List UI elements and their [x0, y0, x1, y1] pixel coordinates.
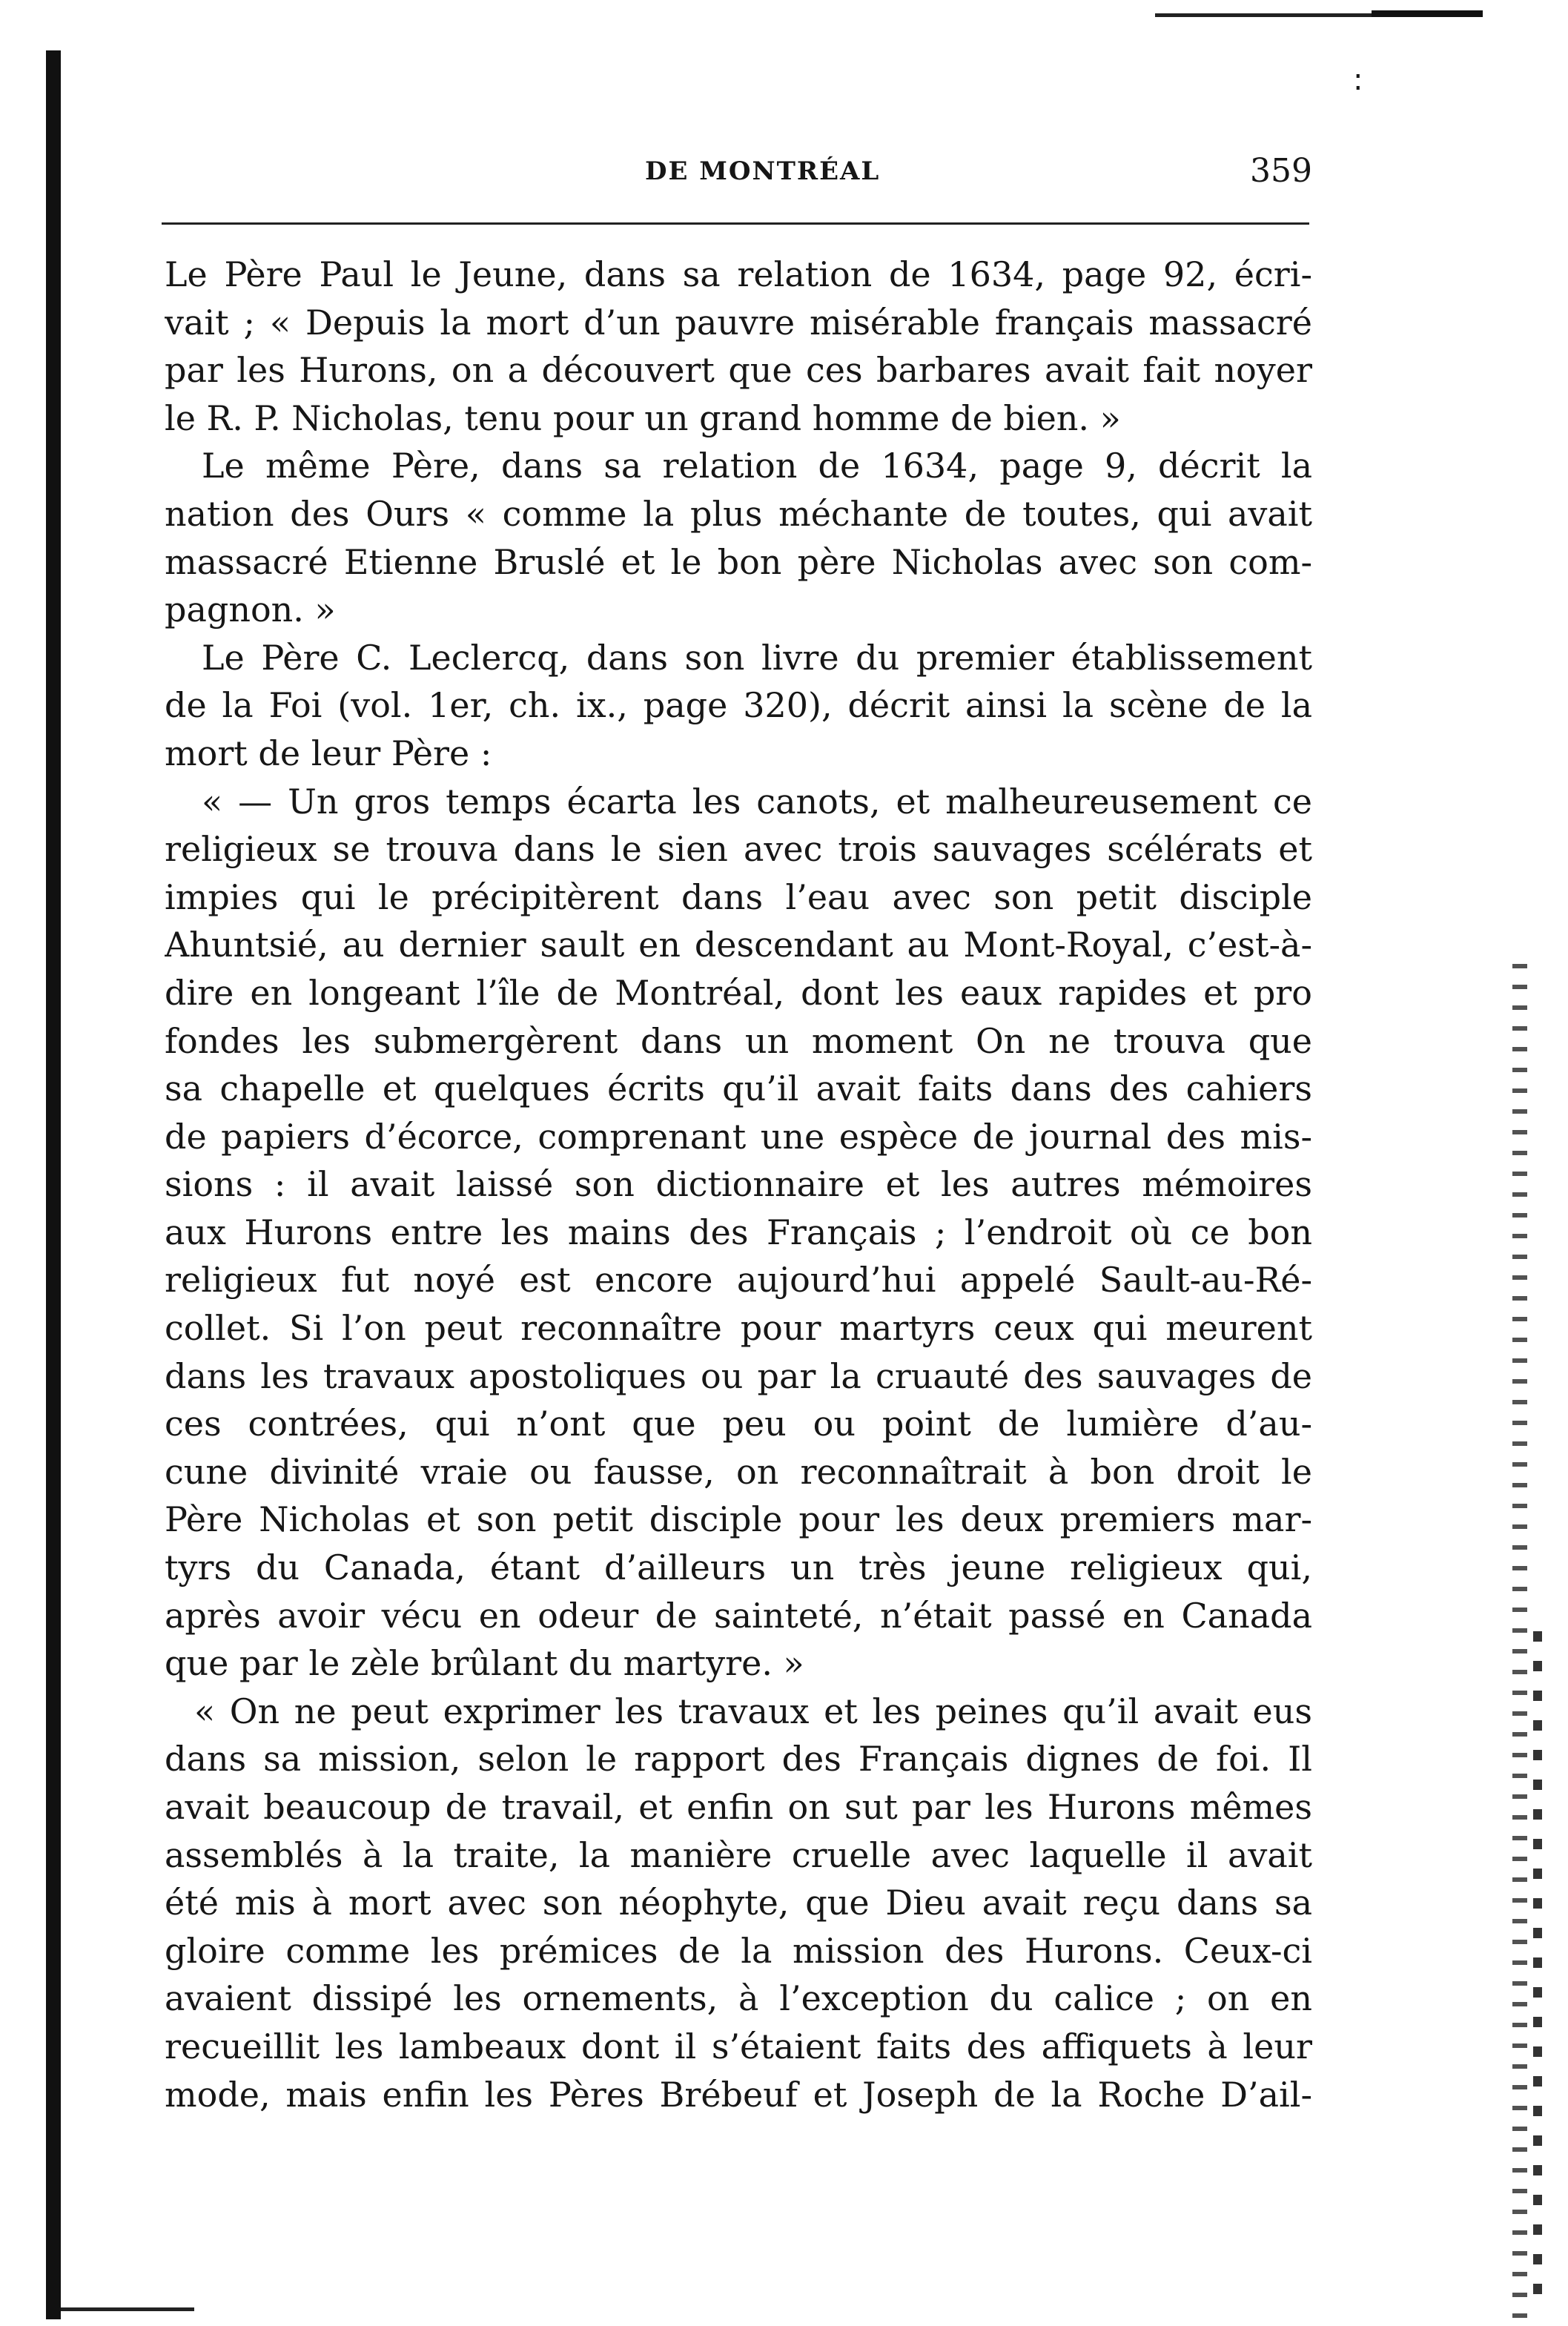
- text-line: été mis à mort avec son néophyte, que Dieu avait reçu dans sa: [165, 1883, 1312, 1923]
- text-line: avaient dissipé les ornements, à l’exception du calice ; on en: [165, 1978, 1312, 2019]
- running-header: [163, 152, 1312, 196]
- text-line: ces contrées, qui n’ont que peu ou point de lumière d’au-: [165, 1404, 1312, 1444]
- scan-colon-mark: :: [1353, 63, 1363, 97]
- text-line: « — Un gros temps écarta les canots, et malheureusement ce: [202, 781, 1312, 822]
- scan-right-margin-marks-secondary: [1533, 1631, 1542, 2313]
- text-line: Le Père C. Leclercq, dans son livre du premier établissement: [202, 637, 1312, 678]
- text-line: aux Hurons entre les mains des Français ; l’endroit où ce bon: [165, 1212, 1312, 1252]
- text-line: avait beaucoup de travail, et enfin on sut par les Hurons mêmes: [165, 1787, 1312, 1827]
- scan-left-edge: [46, 50, 61, 2319]
- scan-bottom-rule: [61, 2307, 194, 2311]
- text-line: religieux se trouva dans le sien avec trois sauvages scélérats et: [165, 829, 1312, 870]
- text-line: assemblés à la traite, la manière cruelle avec laquelle il avait: [165, 1834, 1312, 1875]
- text-line: vait ; « Depuis la mort d’un pauvre misérable français massacré: [165, 302, 1312, 343]
- text-line: dire en longeant l’île de Montréal, dont les eaux rapides et pro: [165, 972, 1312, 1013]
- header-rule: [162, 222, 1309, 225]
- text-line: dans les travaux apostoliques ou par la cruauté des sauvages de: [165, 1355, 1312, 1396]
- text-line: massacré Etienne Bruslé et le bon père Nicholas avec son com-: [165, 541, 1312, 582]
- text-line: religieux fut noyé est encore aujourd’hui appelé Sault-au-Ré-: [165, 1260, 1312, 1301]
- scan-top-rule-thick: [1372, 10, 1483, 17]
- text-line: après avoir vécu en odeur de sainteté, n’était passé en Canada: [165, 1595, 1312, 1636]
- text-line: Le même Père, dans sa relation de 1634, page 9, décrit la: [202, 446, 1312, 486]
- text-line: que par le zèle brûlant du martyre. »: [165, 1643, 804, 1684]
- text-line: Ahuntsié, au dernier sault en descendant au Mont-Royal, c’est-à-: [165, 925, 1312, 965]
- text-line: tyrs du Canada, étant d’ailleurs un très jeune religieux qui,: [165, 1547, 1312, 1588]
- text-line: par les Hurons, on a découvert que ces barbares avait fait noyer: [165, 350, 1312, 391]
- running-title: DE MONTRÉAL: [645, 156, 881, 186]
- text-line: collet. Si l’on peut reconnaître pour martyrs ceux qui meurent: [165, 1308, 1312, 1349]
- text-line: « On ne peut exprimer les travaux et les peines qu’il avait eus: [194, 1691, 1312, 1731]
- text-line: fondes les submergèrent dans un moment On ne trouva que: [165, 1020, 1312, 1061]
- text-line: mode, mais enfin les Pères Brébeuf et Joseph de la Roche D’ail-: [165, 2074, 1312, 2115]
- text-line: de la Foi (vol. 1er, ch. ix., page 320), décrit ainsi la scène de la: [165, 685, 1312, 726]
- text-line: sions : il avait laissé son dictionnaire et les autres mémoires: [165, 1164, 1312, 1205]
- scan-right-margin-marks: [1512, 964, 1527, 2321]
- text-line: cune divinité vraie ou fausse, on reconnaîtrait à bon droit le: [165, 1451, 1312, 1492]
- text-line: mort de leur Père :: [165, 733, 492, 773]
- text-line: gloire comme les prémices de la mission des Hurons. Ceux-ci: [165, 1930, 1312, 1971]
- text-line: pagnon. »: [165, 589, 336, 630]
- text-line: impies qui le précipitèrent dans l’eau avec son petit disciple: [165, 876, 1312, 917]
- text-line: Père Nicholas et son petit disciple pour les deux premiers mar-: [165, 1499, 1312, 1540]
- body-text: [165, 251, 1312, 2118]
- page-number: 359: [1250, 152, 1312, 190]
- text-line: dans sa mission, selon le rapport des Français dignes de foi. Il: [165, 1739, 1312, 1780]
- text-line: sa chapelle et quelques écrits qu’il avait faits dans des cahiers: [165, 1068, 1312, 1109]
- text-line: nation des Ours « comme la plus méchante de toutes, qui avait: [165, 493, 1312, 534]
- text-line: Le Père Paul le Jeune, dans sa relation de 1634, page 92, écri-: [165, 254, 1312, 294]
- text-line: le R. P. Nicholas, tenu pour un grand homme de bien. »: [165, 397, 1121, 438]
- text-line: de papiers d’écorce, comprenant une espèce de journal des mis-: [165, 1116, 1312, 1157]
- text-line: recueillit les lambeaux dont il s’étaient faits des affiquets à leur: [165, 2026, 1312, 2066]
